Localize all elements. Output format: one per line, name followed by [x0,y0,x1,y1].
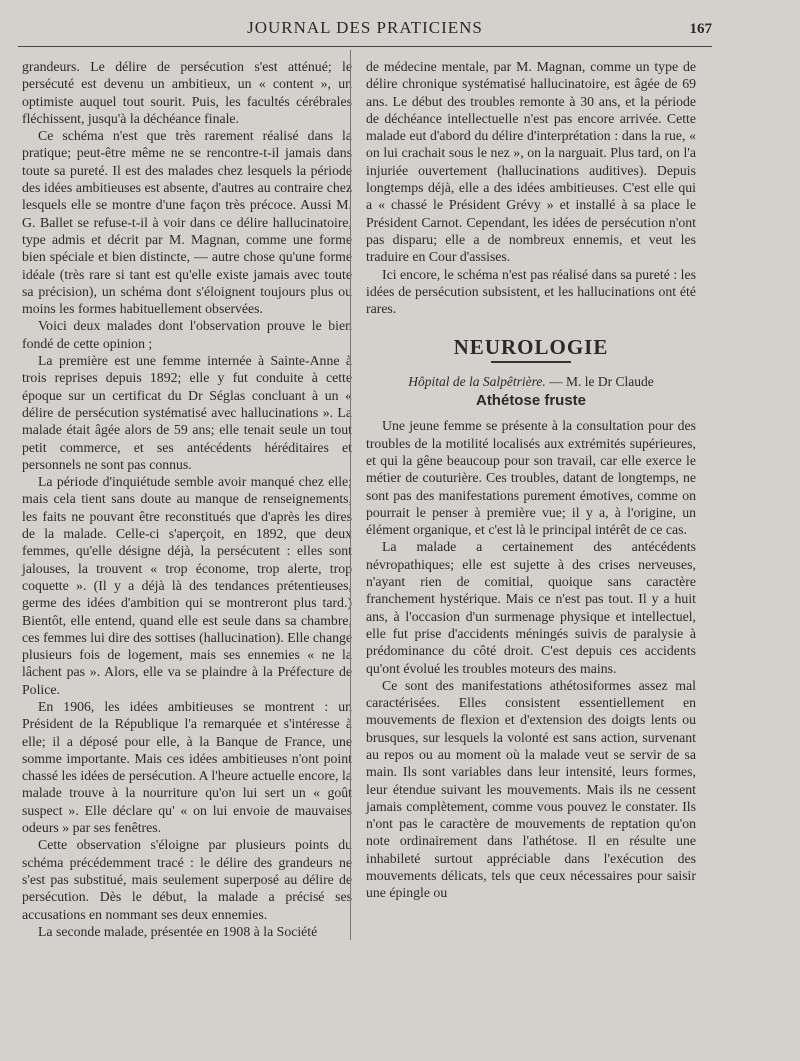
paragraph: Cette observation s'éloigne par plusieurs points du schéma précédemment tracé : le délire des grandeurs ne s'est pas substitué, mais seulement superposé au délire de persécution. Dès le début, la malade a précisé ses accusations en nommant ses deux ennemies. [22,837,352,922]
column-divider [350,50,351,940]
section-rule [491,361,571,363]
paragraph: La période d'inquiétude semble avoir manqué chez elle; mais cela tient sans doute au manque de renseignements, les faits ne pouvant être reconstitués que d'après les dires de la malade. Celle-ci s'aperçoit, en 1892, que deux femmes, qu'elle désigne déjà, la persécutent : elles sont jalouses, la trouvent « trop économe, trop alerte, trop coquette ». (Il y a déjà là des tendances prétentieuses, germe des idées d'ambition qui se montreront plus tard.) Bientôt, elle entend, quand elle est seule dans sa chambre, ces femmes lui dire des sottises (hallucination). Elle change plusieurs fois de logement, mais ses ennemies « ne la lâchent pas ». Alors, elle va se plaindre à la Préfecture de Police. [22,474,352,697]
left-column [22,58,352,940]
paragraph: de médecine mentale, par M. Magnan, comme un type de délire chronique systématisé hallucinatoire, est âgée de 69 ans. Le début des troubles remonte à 30 ans, et la période de déchéance intellectuelle n'est pas encore arrivée. Cette malade eut d'abord du délire d'interprétation : dans la rue, « on lui crachait sous le nez », on la narguait. Plus tard, on l'a injuriée ouvertement (hallucinations auditives). Depuis longtemps déjà, elle a des idées ambitieuses. C'est elle qui a « chassé le Président Grévy » et installé à sa place le Président Carnot. Cependant, les idées de persécution n'ont pas disparu; elle a de nombreux ennemis, et veut les traduire en Cour d'assises. [366,59,696,265]
byline-author: — M. le Dr Claude [549,373,654,389]
paragraph: La malade a certainement des antécédents névropathiques; elle est sujette à des crises nerveuses, n'ayant rien de comitial, quoique sans caractère franchement hystérique. Mais ce n'est pas tout. Il y a huit ans, à l'occasion d'un surmenage physique et intellectuel, elle fut prise d'accidents méningés suivis de paralysie à prédominance du côté droit. C'est depuis ces accidents qu'ont évolué les troubles moteurs des mains. [366,539,696,676]
byline [366,373,696,390]
right-column [366,58,696,902]
page-number: 167 [689,21,712,37]
section-title: NEUROLOGIE [453,335,609,360]
paragraph: La seconde malade, présentée en 1908 à la Société [38,923,318,939]
right-column-text-after [366,417,696,901]
running-header [18,18,712,44]
byline-place: Hôpital de la Salpêtrière. [408,373,546,389]
paragraph: Ce schéma n'est que très rarement réalisé dans la pratique; peut-être même ne se rencontre-t-il jamais dans toute sa pureté. Il est des malades chez lesquels la période des idées ambitieuses est absente, d'autres au contraire chez lesquels elle se montre d'une façon très précoce. Aussi M. G. Ballet se refuse-t-il à voir dans ce délire hallucinatoire, type admis et décrit par M. Magnan, comme une forme bien spéciale et bien distincte, — autre chose qu'une forme idéale (très rare si tant est qu'elle existe jamais avec toute sa précision), un schéma dont s'éloignent toujours plus ou moins les formes habituellement observées. [22,128,352,317]
paragraph: Ce sont des manifestations athétosiformes assez mal caractérisées. Elles consistent essentiellement en mouvements de flexion et d'extension des doigts lents ou brusques, sur lesquels la volonté est sans action, survenant au repos ou au moment où la malade veut se servir de sa main. Ils sont variables dans leur intensité, leurs formes, leur étendue suivant les mouvements. Mais ils ne cessent jamais complètement, comme vous pouvez le constater. Ils n'ont pas le caractère de mouvements de reptation qu'on note ordinairement dans l'athétose. Il en résulte une inhabileté surtout appréciable dans l'exécution des mouvements délicats, tels que ceux nécessaires pour saisir une épingle ou [366,677,696,901]
paragraph: La première est une femme internée à Sainte-Anne à trois reprises depuis 1892; elle y fut conduite à cette époque sur un certificat du Dr Séglas concluant à un « délire de persécution systématisé avec hallucinations ». La malade était âgée alors de 59 ans; elle tenait seule un tout petit commerce, et ses antécédents héréditaires et personnels ne sont pas connus. [22,353,352,472]
journal-title: JOURNAL DES PRATICIENS [247,18,483,37]
paragraph: Une jeune femme se présente à la consultation pour des troubles de la motilité localisés aux extrémités supérieures, et qui la gêne beaucoup pour son travail, car elle exerce le métier de couturière. Ces troubles, datant de longtemps, ne sont pas des manifestations purement émotives, comme on pourrait le penser à première vue; il y a, à l'origine, un élément organique, et c'est là le principal intérêt de ce cas. [366,418,696,538]
header-rule [18,46,712,47]
paragraph: En 1906, les idées ambitieuses se montrent : un Président de la République l'a remarquée et s'intéresse à elle; il a déposé pour elle, à la Banque de France, une somme importante. Mais ces idées ambitieuses n'ont point chassé les idées de persécution. A l'heure actuelle encore, la malade trouve à la nourriture qu'on lui sert un « goût suspect ». Elle déclare qu' « on lui envoie de mauvaises odeurs » par ses fenêtres. [22,698,352,836]
paragraph: Voici deux malades dont l'observation prouve le bien fondé de cette opinion ; [22,318,352,351]
right-column-text-before [366,58,696,317]
paragraph: Ici encore, le schéma n'est pas réalisé dans sa pureté : les idées de persécution subsistent, et les hallucinations ont été rares. [366,266,696,317]
paragraph: grandeurs. Le délire de persécution s'est atténué; le persécuté est devenu un ambitieux, un « content », un optimiste auquel tout sourit. Puis, les facultés cérébrales fléchissent, jusqu'à la déchéance finale. [22,59,352,126]
article-title: Athétose fruste [475,392,587,410]
